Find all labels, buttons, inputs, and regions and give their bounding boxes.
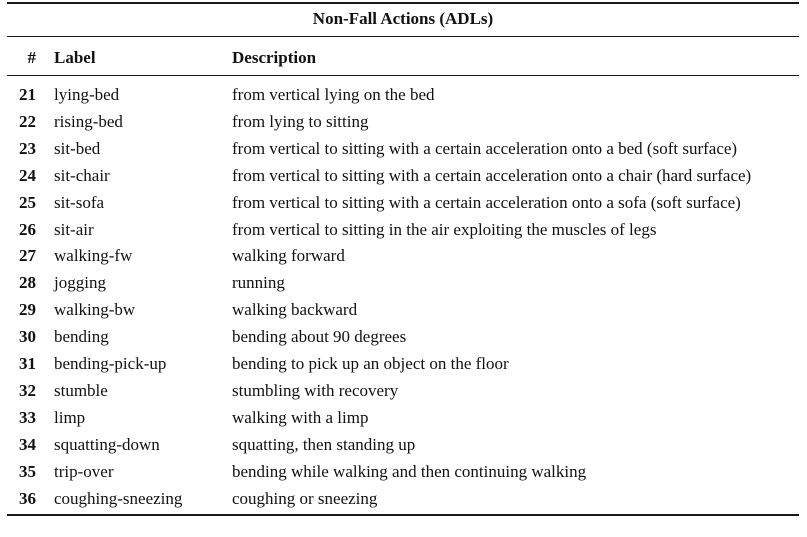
row-description: walking forward (232, 246, 345, 266)
row-number: 35 (19, 461, 36, 481)
row-number: 25 (19, 192, 36, 212)
table-row (0, 112, 807, 139)
row-number: 36 (19, 488, 36, 508)
row-description: stumbling with recovery (232, 380, 399, 400)
table-row (0, 489, 807, 516)
row-label: bending (54, 327, 109, 347)
row-description: coughing or sneezing (232, 488, 378, 508)
row-description: from vertical to sitting in the air exploiting the muscles of legs (232, 219, 657, 239)
row-number: 26 (19, 219, 36, 239)
row-label: sit-chair (54, 165, 110, 185)
table-row (0, 85, 807, 112)
table-row (0, 408, 807, 435)
row-label: coughing-sneezing (54, 488, 183, 508)
row-description: from vertical lying on the bed (232, 85, 435, 104)
row-label: lying-bed (54, 85, 120, 104)
row-label: bending-pick-up (54, 354, 167, 373)
row-number: 29 (19, 300, 36, 320)
row-number: 28 (19, 273, 36, 293)
row-number: 23 (19, 138, 36, 158)
table-row (0, 327, 807, 354)
table-row (0, 381, 807, 408)
row-description: bending about 90 degrees (232, 327, 407, 347)
row-number: 34 (19, 434, 36, 454)
row-label: trip-over (54, 461, 114, 481)
table-row (0, 246, 807, 273)
bottom-rule (7, 514, 799, 516)
row-label: jogging (54, 273, 106, 293)
row-label: rising-bed (54, 111, 123, 131)
row-description: squatting, then standing up (232, 434, 416, 454)
row-description: bending to pick up an object on the floor (232, 354, 509, 373)
row-label: sit-sofa (54, 192, 105, 212)
header-description: Description (232, 48, 317, 67)
table-row (0, 273, 807, 300)
row-label: sit-air (54, 219, 94, 239)
row-number: 27 (19, 246, 36, 266)
header-rule (7, 75, 799, 76)
row-label: walking-bw (54, 300, 136, 320)
row-description: walking backward (232, 300, 358, 320)
row-number: 32 (19, 380, 36, 400)
row-description: from vertical to sitting with a certain acceleration onto a bed (soft surface) (232, 138, 738, 158)
row-label: stumble (54, 380, 108, 400)
top-rule (7, 2, 799, 4)
row-description: running (232, 273, 285, 293)
row-number: 31 (19, 354, 36, 373)
row-description: from vertical to sitting with a certain acceleration onto a sofa (soft surface) (232, 192, 741, 212)
row-description: bending while walking and then continuing walking (232, 461, 587, 481)
table-row (0, 435, 807, 462)
table-row (0, 193, 807, 220)
row-number: 30 (19, 327, 36, 347)
header-label: Label (54, 48, 96, 67)
row-label: sit-bed (54, 138, 101, 158)
table-row (0, 166, 807, 193)
row-label: squatting-down (54, 434, 160, 454)
table-row (0, 139, 807, 166)
row-number: 21 (19, 85, 36, 104)
table-row (0, 220, 807, 247)
row-description: from vertical to sitting with a certain acceleration onto a chair (hard surface) (232, 165, 752, 185)
title-rule (7, 36, 799, 37)
row-number: 24 (19, 165, 36, 185)
row-description: from lying to sitting (232, 111, 369, 131)
row-description: walking with a limp (232, 407, 369, 427)
table-row (0, 300, 807, 327)
row-number: 33 (19, 407, 36, 427)
row-number: 22 (19, 111, 36, 131)
header-num: # (27, 48, 36, 67)
table-title: Non-Fall Actions (ADLs) (312, 9, 494, 28)
row-label: walking-fw (54, 246, 133, 266)
table-row (0, 354, 807, 381)
row-label: limp (54, 407, 86, 427)
table-row (0, 462, 807, 489)
